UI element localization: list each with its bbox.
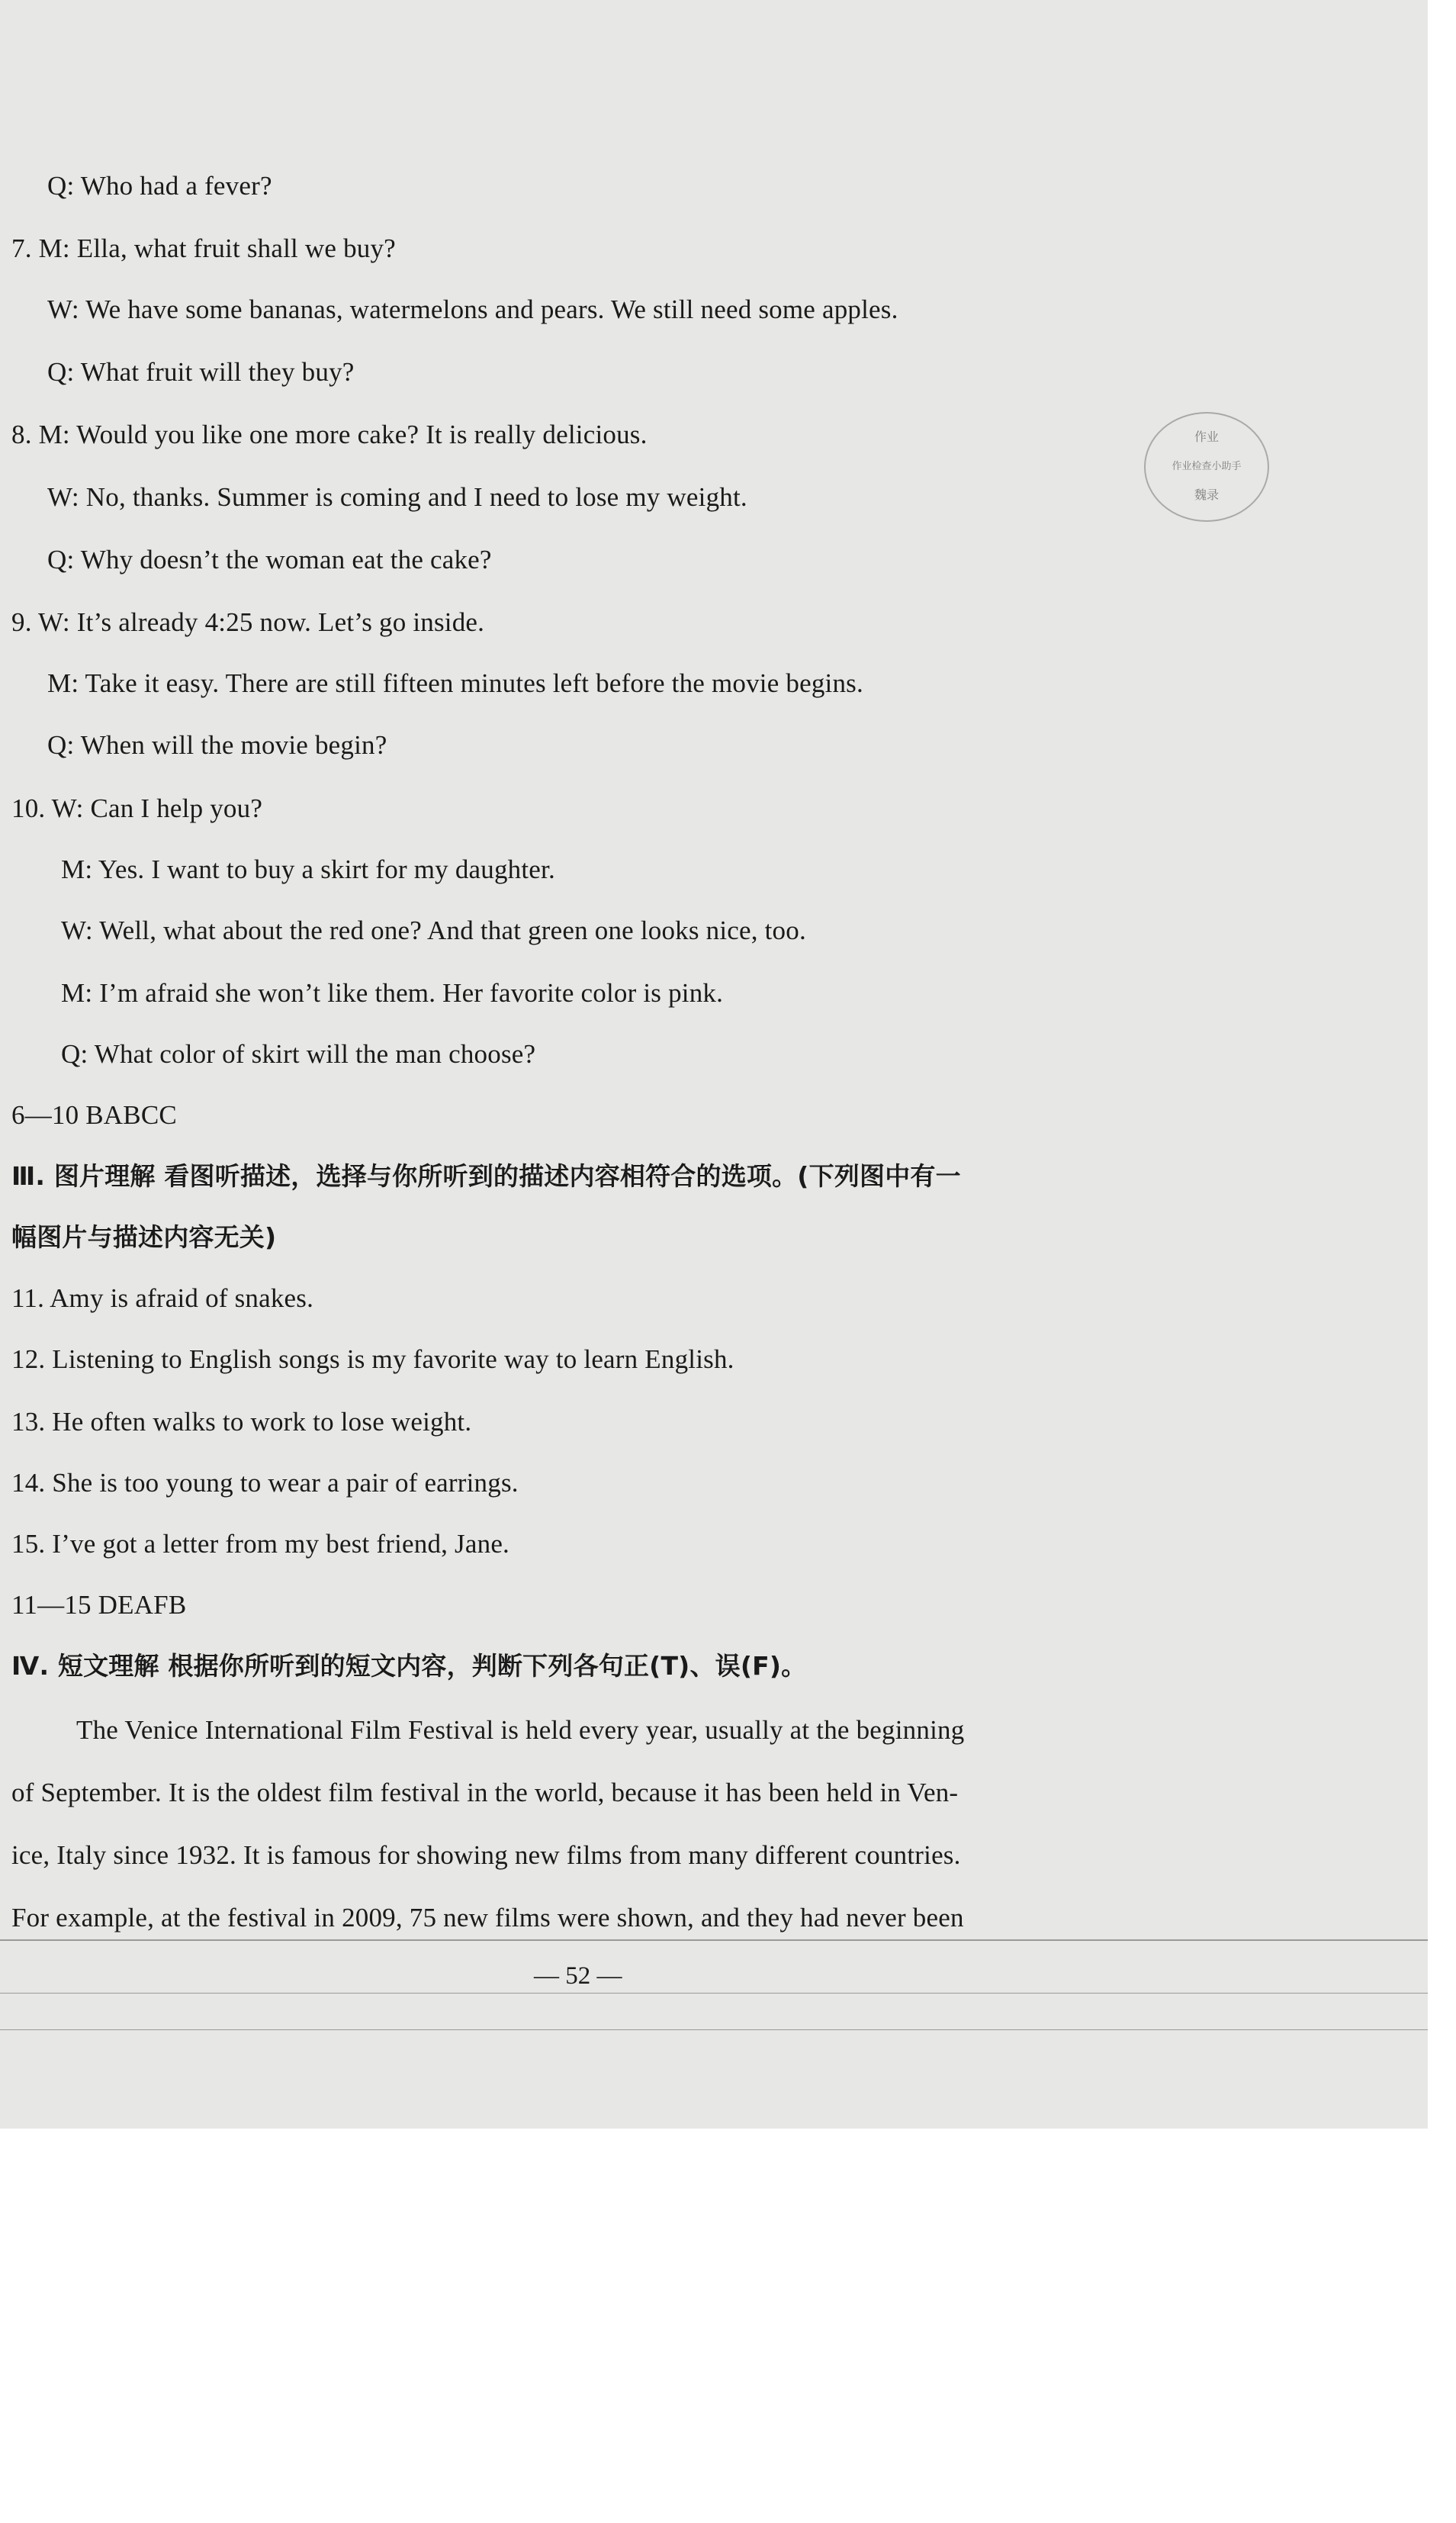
dialogue-line: 7. M: Ella, what fruit shall we buy? (11, 233, 396, 263)
dialogue-line: Q: What color of skirt will the man choose? (61, 1039, 536, 1069)
dialogue-line: M: Take it easy. There are still fifteen minutes left before the movie begins. (47, 668, 863, 698)
dialogue-line: W: No, thanks. Summer is coming and I need to lose my weight. (47, 482, 747, 512)
listening-sentence: 13. He often walks to work to lose weight. (11, 1407, 472, 1437)
dialogue-line: 8. M: Would you like one more cake? It is really delicious. (11, 420, 648, 449)
dialogue-line: W: Well, what about the red one? And that green one looks nice, too. (61, 916, 806, 945)
stamp-top-text: 作业 (1194, 430, 1219, 444)
stamp-middle-text: 作业检查小助手 (1172, 461, 1242, 472)
passage-line: For example, at the festival in 2009, 75 new films were shown, and they had never been (11, 1903, 964, 1932)
section-heading: Ⅳ. 短文理解 根据你所听到的短文内容，判断下列各句正(T)、误(F)。 (11, 1651, 807, 1681)
dialogue-line: 10. W: Can I help you? (11, 793, 263, 823)
section-heading: Ⅲ. 图片理解 看图听描述，选择与你所听到的描述内容相符合的选项。(下列图中有一 (11, 1161, 961, 1191)
listening-sentence: 14. She is too young to wear a pair of earrings. (11, 1468, 519, 1498)
dialogue-line: M: Yes. I want to buy a skirt for my daughter. (61, 854, 555, 884)
dialogue-line: Q: Who had a fever? (47, 171, 272, 201)
stamp-bottom-text: 魏录 (1194, 488, 1219, 502)
dialogue-line: M: I’m afraid she won’t like them. Her favorite color is pink. (61, 978, 724, 1008)
dialogue-line: Q: When will the movie begin? (47, 730, 387, 760)
dialogue-line: 9. W: It’s already 4:25 now. Let’s go inside. (11, 607, 485, 637)
page-number: — 52 — (534, 1962, 622, 1990)
section-heading-continued: 幅图片与描述内容无关) (11, 1222, 277, 1252)
dialogue-line: Q: Why doesn’t the woman eat the cake? (47, 545, 492, 574)
listening-sentence: 15. I’ve got a letter from my best friend, Jane. (11, 1529, 509, 1559)
answer-key: 6—10 BABCC (11, 1100, 177, 1130)
passage-line: ice, Italy since 1932. It is famous for showing new films from many different countries. (11, 1840, 961, 1870)
divider (0, 2029, 1428, 2030)
dialogue-line: W: We have some bananas, watermelons and pears. We still need some apples. (47, 294, 898, 324)
homework-check-stamp (1144, 412, 1269, 522)
divider (0, 1993, 1428, 1994)
passage-line: of September. It is the oldest film festival in the world, because it has been held in Ven- (11, 1778, 959, 1807)
divider (0, 1939, 1428, 1941)
passage-line: The Venice International Film Festival is held every year, usually at the beginning (76, 1715, 965, 1745)
listening-sentence: 12. Listening to English songs is my favorite way to learn English. (11, 1344, 734, 1374)
listening-sentence: 11. Amy is afraid of snakes. (11, 1283, 314, 1313)
answer-key: 11—15 DEAFB (11, 1590, 187, 1620)
dialogue-line: Q: What fruit will they buy? (47, 357, 355, 387)
